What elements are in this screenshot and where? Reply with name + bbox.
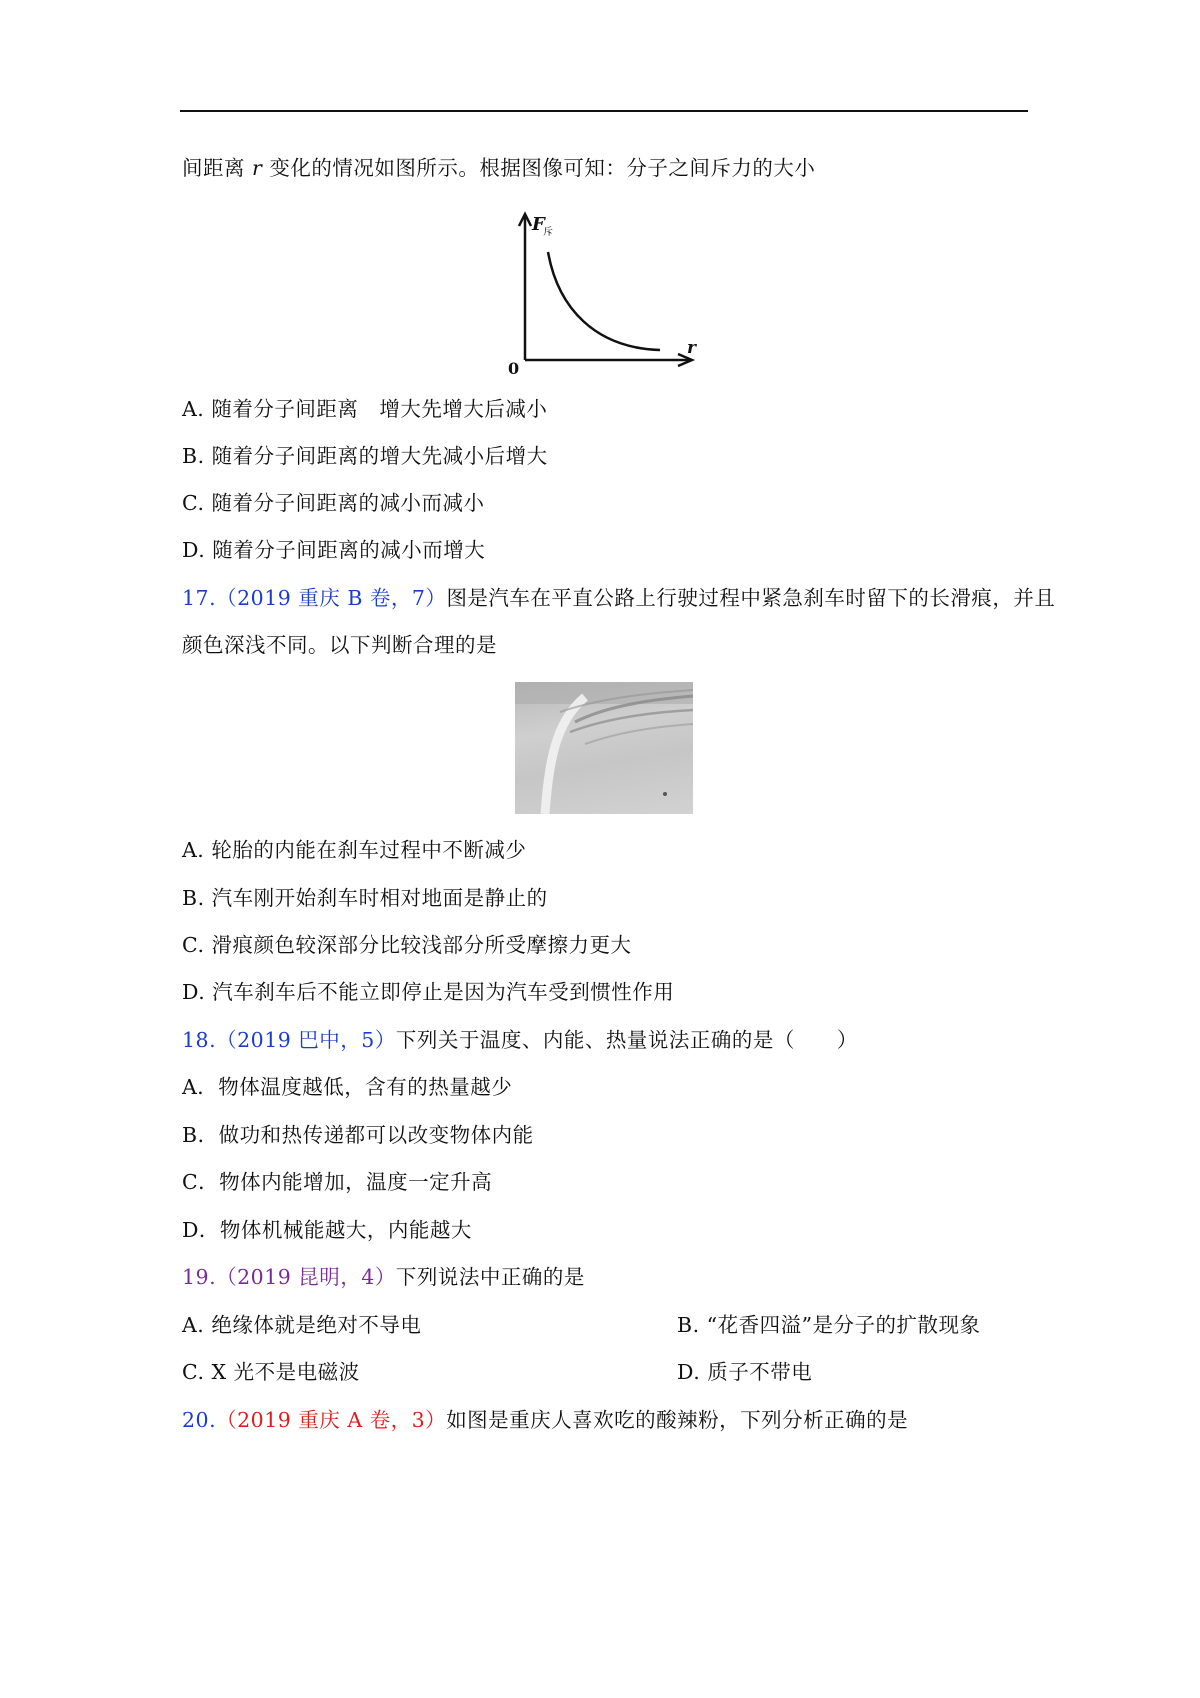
x-axis-label: r	[687, 338, 696, 358]
y-axis-subscript: 斥	[543, 227, 553, 238]
header-rule	[180, 110, 1028, 112]
q17-option-c: C. 滑痕颜色较深部分比较浅部分所受摩擦力更大	[182, 933, 632, 957]
skid-marks-photo	[515, 682, 693, 814]
q17-number: 17.	[182, 586, 217, 610]
q19-option-b: B. “花香四溢”是分子的扩散现象	[677, 1313, 981, 1337]
q19-source: （2019 昆明，4）	[216, 1265, 396, 1289]
y-axis-label: F	[532, 214, 545, 235]
q19-option-c: C. X 光不是电磁波	[182, 1360, 360, 1384]
origin-label: 0	[508, 359, 520, 376]
q17-option-d: D. 汽车刹车后不能立即停止是因为汽车受到惯性作用	[182, 980, 675, 1004]
q19-option-d: D. 质子不带电	[677, 1360, 813, 1384]
intro-text: 间距离	[182, 156, 253, 180]
q17-stem	[182, 584, 1055, 612]
q16-option-c: C. 随着分子间距离的减小而减小	[182, 491, 485, 515]
q19-option-a: A. 绝缘体就是绝对不导电	[182, 1313, 422, 1337]
q19-number: 19.	[182, 1265, 217, 1289]
q19-stem	[182, 1263, 585, 1291]
q19-stem-text: 下列说法中正确的是	[395, 1265, 585, 1289]
q16-option-d: D. 随着分子间距离的减小而增大	[182, 538, 486, 562]
q16-option-b: B. 随着分子间距离的增大先减小后增大	[182, 444, 548, 468]
q18-stem-text: 下列关于温度、内能、热量说法正确的是（ ）	[395, 1028, 858, 1052]
q16-stem-continuation	[182, 154, 815, 182]
intro-text-post: 变化的情况如图所示。根据图像可知：分子之间斥力的大小	[262, 156, 816, 180]
q18-stem	[182, 1026, 858, 1054]
intro-variable: r	[252, 156, 263, 180]
q17-stem-line2: 颜色深浅不同。以下判断合理的是	[182, 633, 497, 657]
q18-option-a: A．物体温度越低，含有的热量越少	[182, 1075, 513, 1099]
q20-number: 20.	[182, 1408, 217, 1432]
q18-option-c: C．物体内能增加，温度一定升高	[182, 1170, 493, 1194]
q20-stem	[182, 1406, 908, 1434]
repulsion-force-graph	[500, 208, 705, 376]
q18-source: （2019 巴中，5）	[216, 1028, 396, 1052]
q17-stem-text: 图是汽车在平直公路上行驶过程中紧急刹车时留下的长滑痕，并且	[446, 586, 1056, 610]
q20-source: （2019 重庆 A 卷，3）	[216, 1408, 447, 1432]
q18-option-b: B．做功和热传递都可以改变物体内能	[182, 1123, 534, 1147]
q17-option-b: B. 汽车刚开始刹车时相对地面是静止的	[182, 886, 548, 910]
force-curve	[548, 252, 660, 350]
q18-option-d: D．物体机械能越大，内能越大	[182, 1218, 472, 1242]
q16-option-a: A. 随着分子间距离 增大先增大后减小	[182, 397, 548, 421]
q17-source: （2019 重庆 B 卷，7）	[216, 586, 447, 610]
q18-number: 18.	[182, 1028, 217, 1052]
q17-option-a: A. 轮胎的内能在刹车过程中不断减少	[182, 838, 527, 862]
q20-stem-text: 如图是重庆人喜欢吃的酸辣粉，下列分析正确的是	[446, 1408, 909, 1432]
